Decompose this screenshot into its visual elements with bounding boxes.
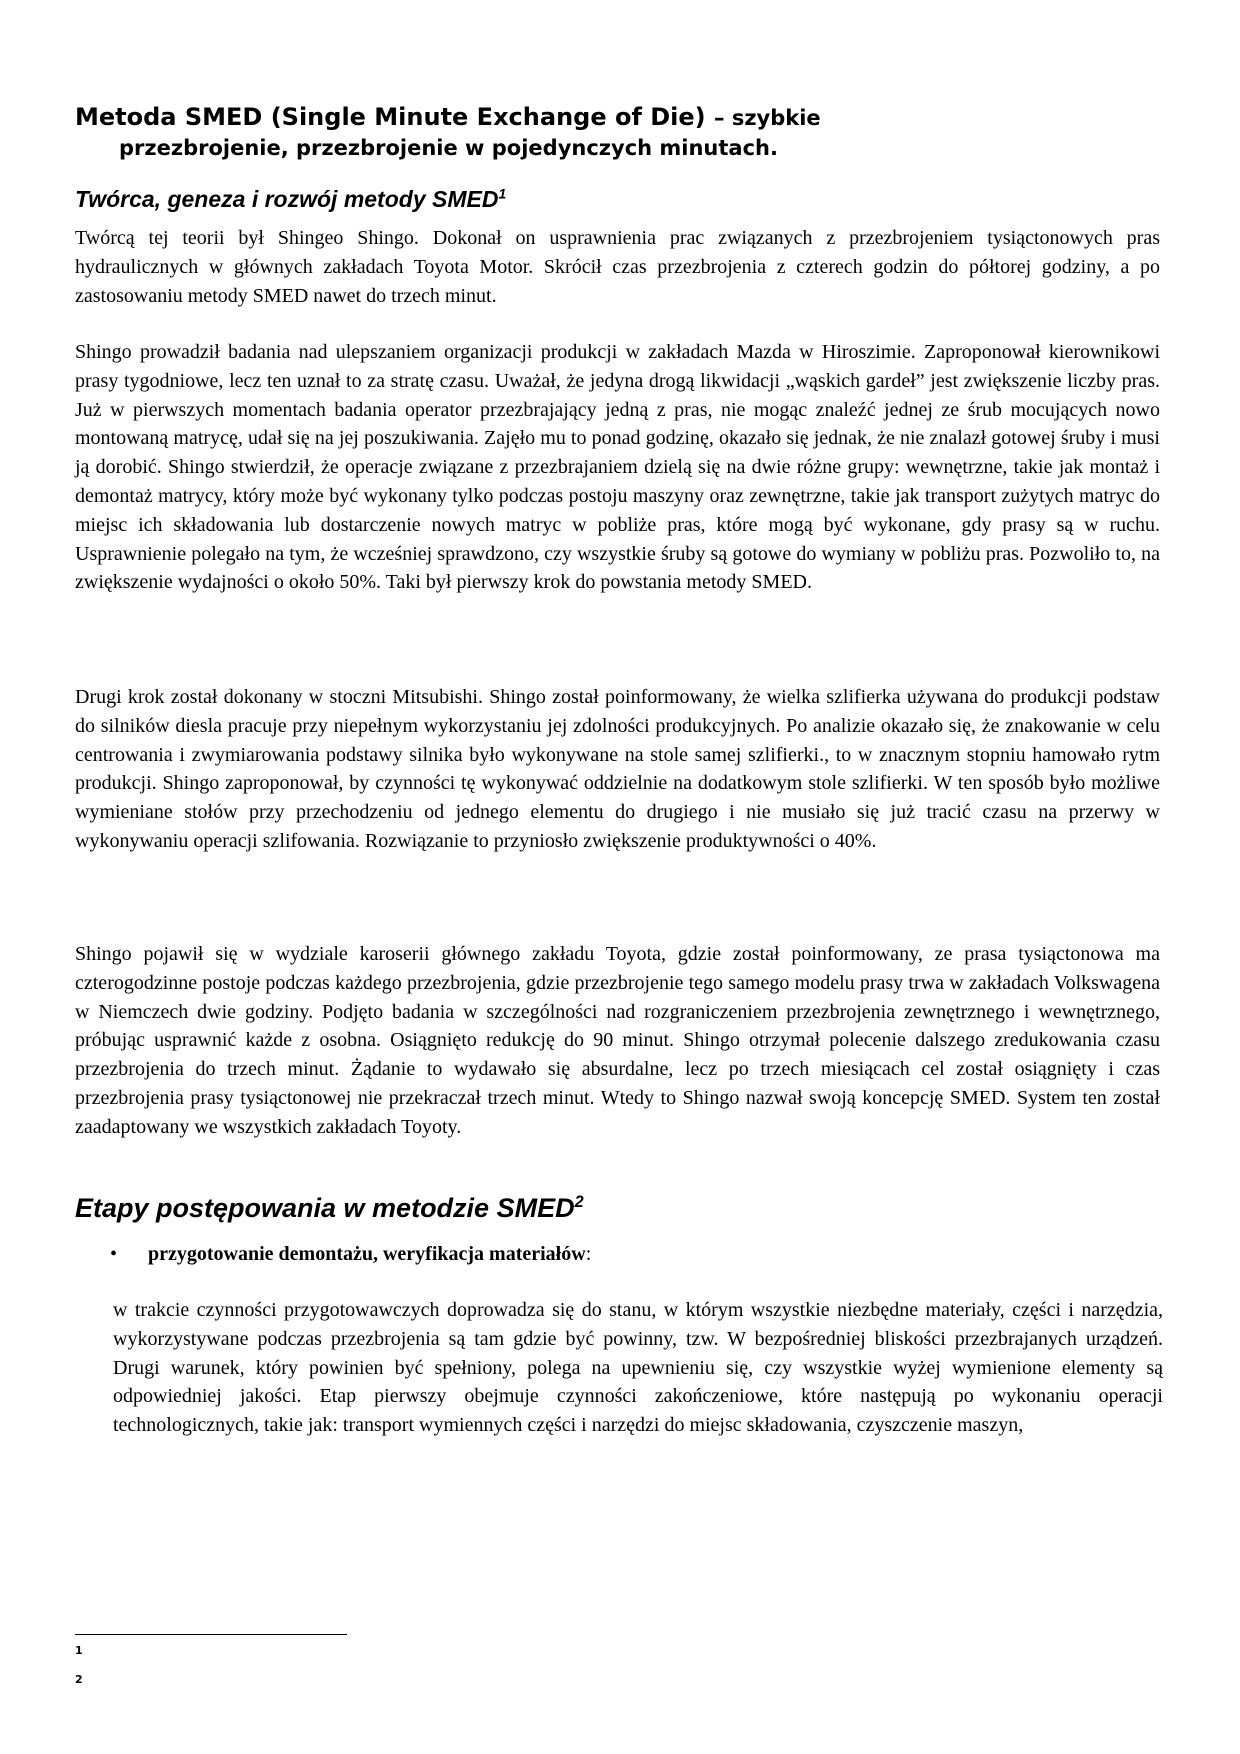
- paragraph-5: w trakcie czynności przygotowawczych doprowadza się do stanu, w którym wszystkie niezbędne materiały, części i narzędzia, wykorzystywane podczas przezbrojenia są tam gdzie być powinny, tzw. W bezpośredniej bliskości przezbrajanych urządzeń. Drugi warunek, który powinien być spełniony, polega na upewnieniu się, czy wszystkie wyżej wymienione elementy są odpowiedniej jakości. Etap pierwszy obejmuje czynności zakończeniowe, które następują po wykonaniu operacji technologicznych, takie jak: transport wymiennych części i narzędzi do miejsc składowania, czyszczenie maszyn,: [113, 1299, 1163, 1437]
- title-suffix: – szybkie: [714, 106, 821, 130]
- title-line-1: [75, 102, 1185, 133]
- footnote-ref-2[interactable]: 2: [574, 1193, 584, 1211]
- section-heading-1-text: Twórca, geneza i rozwój metody SMED: [75, 186, 499, 212]
- bullet-icon: •: [110, 1243, 118, 1265]
- paragraph-4: Shingo pojawił się w wydziale karoserii głównego zakładu Toyota, gdzie został poinformowany, ze prasa tysiąctonowa ma czterogodzinne postoje podczas każdego przezbrojenia, gdzie przezbrojenie tego samego modelu prasy trwa w zakładach Volkswagena w Niemczech dwie godziny. Podjęto badania w szczególności nad rozgraniczeniem przezbrojenia zewnętrznego i wewnętrznego, próbując usprawnić każde z osobna. Osiągnięto redukcję do 90 minut. Shingo otrzymał polecenie dalszego zredukowania czasu przezbrojenia do trzech minut. Żądanie to wydawało się absurdalne, lecz po trzech miesiącach cel został osiągnięty i czas przezbrojenia prasy tysiąctonowej nie przekraczał trzech minut. Wtedy to Shingo nazwał swoją koncepcję SMED. System ten został zaadaptowany we wszystkich zakładach Toyoty.: [75, 943, 1160, 1138]
- paragraph-3: Drugi krok został dokonany w stoczni Mitsubishi. Shingo został poinformowany, że wielka szlifierka używana do produkcji podstaw do silników diesla pracuje przy niepełnym wykorzystaniu jej zdolności produkcyjnych. Po analizie okazało się, że znakowanie w celu centrowania i zwymiarowania podstawy silnika było wykonywane na stole samej szlifierki., to w znacznym stopniu hamowało rytm produkcji. Shingo zaproponował, by czynności tę wykonywać oddzielnie na dodatkowym stole szlifierki. W ten sposób było możliwe wymieniane stołów przy przechodzeniu od jednego elementu do drugiego i nie musiało się już tracić czasu na przerwy w wykonywaniu operacji szlifowania. Rozwiązanie to przyniosło zwiększenie produktywności o 40%.: [75, 686, 1160, 852]
- bullet-item: [110, 1240, 1150, 1268]
- title-line-2: przezbrojenie, przezbrojenie w pojedynczych minutach.: [119, 136, 778, 160]
- section-heading-1: [75, 186, 506, 213]
- section-heading-2-text: Etapy postępowania w metodzie SMED: [75, 1193, 575, 1223]
- section-heading-2: [75, 1193, 584, 1224]
- bullet-bold-text: przygotowanie demontażu, weryfikacja materiałów: [148, 1243, 586, 1265]
- bullet-tail: :: [585, 1243, 592, 1265]
- footnote-1: 1: [75, 1644, 83, 1657]
- footnote-ref-1[interactable]: 1: [498, 186, 507, 202]
- paragraph-1: Twórcą tej teorii był Shingeo Shingo. Dokonał on usprawnienia prac związanych z przezbrojeniem tysiąctonowych pras hydraulicznych w głównych zakładach Toyota Motor. Skrócił czas przezbrojenia z czterech godzin do półtorej godziny, a po zastosowaniu metody SMED nawet do trzech minut.: [75, 227, 1160, 307]
- footnote-2: 2: [75, 1673, 83, 1686]
- paragraph-2: Shingo prowadził badania nad ulepszaniem organizacji produkcji w zakładach Mazda w Hiroszimie. Zaproponował kierownikowi prasy tygodniowe, lecz ten uznał to za stratę czasu. Uważał, że jedyna drogą likwidacji „wąskich gardeł” jest zwiększenie liczby pras. Już w pierwszych momentach badania operator przezbrajający jedną z pras, nie mogąc znaleźć jednej ze śrub mocujących nowo montowaną matrycę, udał się na jej poszukiwania. Zajęło mu to ponad godzinę, okazało się jednak, że nie znalazł gotowej śruby i musi ją dorobić. Shingo stwierdził, że operacje związane z przezbrajaniem dzielą się na dwie różne grupy: wewnętrzne, takie jak montaż i demontaż matrycy, który może być wykonany tylko podczas postoju maszyny oraz zewnętrzne, takie jak transport zużytych matryc do miejsc ich składowania lub dostarczenie nowych matryc w pobliże pras, które mogą być wykonane, gdy prasy są w ruchu. Usprawnienie polegało na tym, że wcześniej sprawdzono, czy wszystkie śruby są gotowe do wymiany w pobliżu pras. Pozwoliło to, na zwiększenie wydajności o około 50%. Taki był pierwszy krok do powstania metody SMED.: [75, 341, 1160, 594]
- document-title: [75, 102, 1185, 163]
- footnote-separator: [75, 1634, 347, 1635]
- title-main: Metoda SMED (Single Minute Exchange of Die): [75, 103, 706, 131]
